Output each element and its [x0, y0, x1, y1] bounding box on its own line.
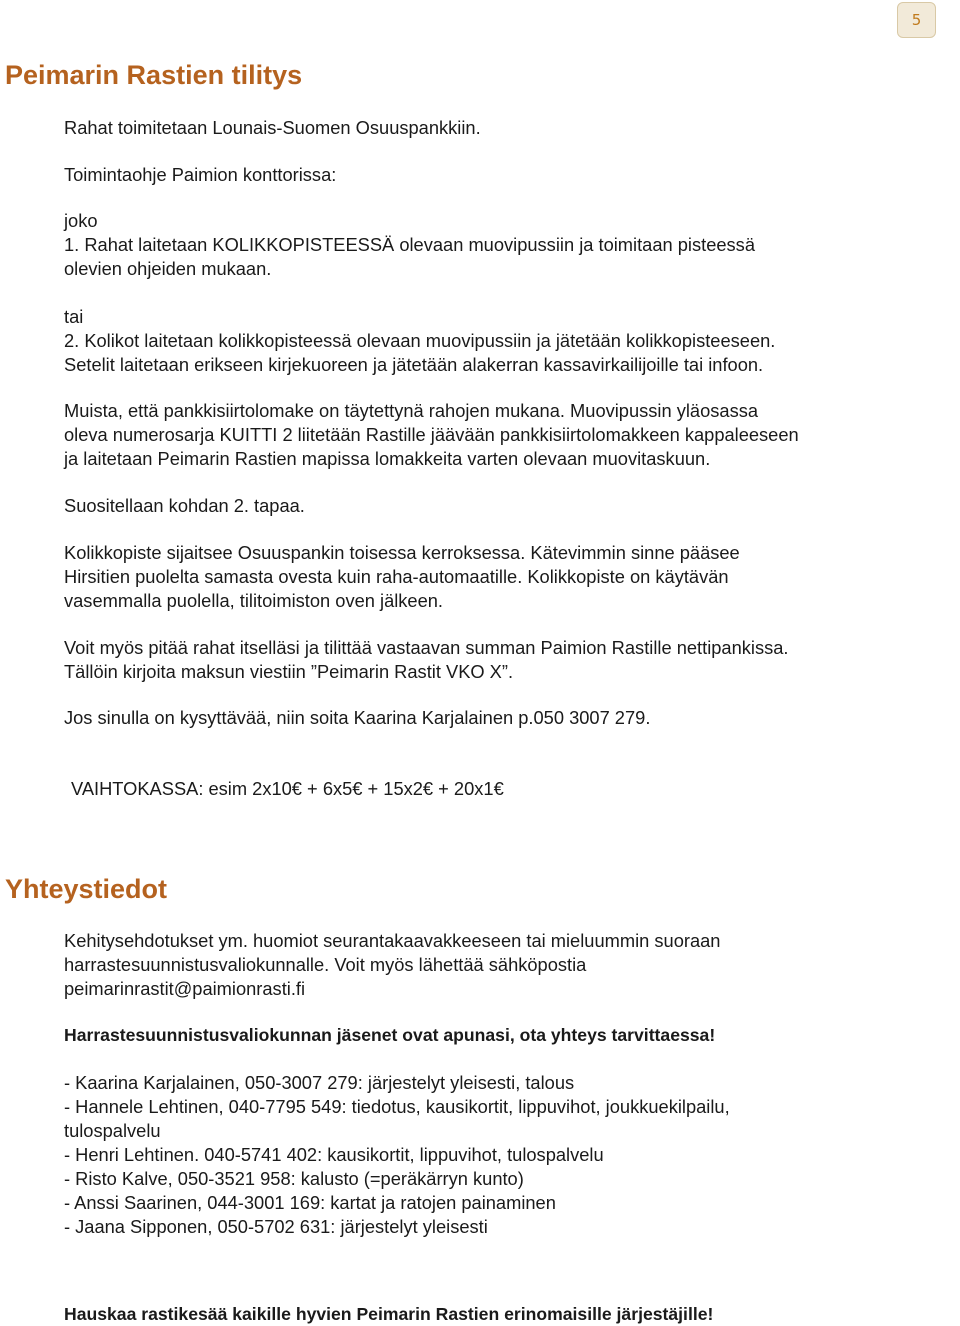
member-line: - Kaarina Karjalainen, 050-3007 279: järjestelyt yleisesti, talous — [64, 1072, 575, 1093]
option-1-line: 1. Rahat laitetaan KOLIKKOPISTEESSÄ olevaan muovipussiin ja toimitaan pisteessä — [64, 234, 755, 255]
reminder-line: oleva numerosarja KUITTI 2 liitetään Rastille jäävään pankkisiirtolomakkeen kappaleeseen — [64, 424, 799, 445]
reminder-line: ja laitetaan Peimarin Rastien mapissa lomakkeita varten olevaan muovitaskuun. — [64, 448, 711, 469]
members-list — [64, 1071, 944, 1239]
location-line: Kolikkopiste sijaitsee Osuuspankin toisessa kerroksessa. Kätevimmin sinne pääsee — [64, 542, 740, 563]
option-1 — [64, 209, 944, 281]
netbank-line: Voit myös pitää rahat itselläsi ja tilittää vastaavan summan Paimion Rastille nettipankissa. — [64, 637, 789, 658]
option-1-prefix: joko — [64, 210, 98, 231]
location-paragraph — [64, 541, 944, 613]
intro-text: Rahat toimitetaan Lounais-Suomen Osuuspankkiin. — [64, 117, 481, 138]
feedback-line: Kehitysehdotukset ym. huomiot seurantakaavakkeeseen tai mieluummin suoraan — [64, 930, 721, 951]
location-line: Hirsitien puolelta samasta ovesta kuin raha-automaatille. Kolikkopiste on käytävän — [64, 566, 729, 587]
member-line: - Henri Lehtinen. 040-5741 402: kausikortit, lippuvihot, tulospalvelu — [64, 1144, 604, 1165]
page-number-badge: 5 — [897, 2, 936, 38]
option-2 — [64, 305, 944, 377]
instruction-title: Toimintaohje Paimion konttorissa: — [64, 164, 337, 185]
recommendation-text: Suositellaan kohdan 2. tapaa. — [64, 495, 305, 516]
option-2-prefix: tai — [64, 306, 84, 327]
netbank-line: Tällöin kirjoita maksun viestiin ”Peimarin Rastit VKO X”. — [64, 661, 514, 682]
section-heading-tilitys: Peimarin Rastien tilitys — [5, 60, 303, 90]
reminder-line: Muista, että pankkisiirtolomake on täytettynä rahojen mukana. Muovipussin yläosassa — [64, 400, 759, 421]
option-2-line: 2. Kolikot laitetaan kolikkopisteessä olevaan muovipussiin ja jätetään kolikkopisteeseen. — [64, 330, 776, 351]
netbank-paragraph — [64, 636, 944, 684]
reminder-paragraph — [64, 399, 944, 471]
feedback-paragraph — [64, 929, 944, 1001]
option-2-line: Setelit laitetaan erikseen kirjekuoreen ja jätetään alakerran kassavirkailijoille tai infoon. — [64, 354, 764, 375]
location-line: vasemmalla puolella, tilitoimiston oven jälkeen. — [64, 590, 444, 611]
members-heading: Harrastesuunnistusvaliokunnan jäsenet ovat apunasi, ota yhteys tarvittaessa! — [64, 1025, 716, 1045]
member-line: - Jaana Sipponen, 050-5702 631: järjestelyt yleisesti — [64, 1216, 488, 1237]
option-1-line: olevien ohjeiden mukaan. — [64, 258, 272, 279]
section-heading-yhteystiedot: Yhteystiedot — [5, 874, 168, 904]
member-line: - Risto Kalve, 050-3521 958: kalusto (=peräkärryn kunto) — [64, 1168, 524, 1189]
member-line: - Hannele Lehtinen, 040-7795 549: tiedotus, kausikortit, lippuvihot, joukkuekilpailu, — [64, 1096, 730, 1117]
questions-text: Jos sinulla on kysyttävää, niin soita Kaarina Karjalainen p.050 3007 279. — [64, 707, 651, 728]
member-line: - Anssi Saarinen, 044-3001 169: kartat ja ratojen painaminen — [64, 1192, 556, 1213]
contact-email: peimarinrastit@paimionrasti.fi — [64, 978, 306, 999]
change-fund-text: VAIHTOKASSA: esim 2x10€ + 6x5€ + 15x2€ + 20x1€ — [71, 778, 504, 799]
closing-text: Hauskaa rastikesää kaikille hyvien Peimarin Rastien erinomaisille järjestäjille! — [64, 1304, 714, 1324]
member-line: tulospalvelu — [64, 1120, 161, 1141]
feedback-line: harrastesuunnistusvaliokunnalle. Voit myös lähettää sähköpostia — [64, 954, 587, 975]
